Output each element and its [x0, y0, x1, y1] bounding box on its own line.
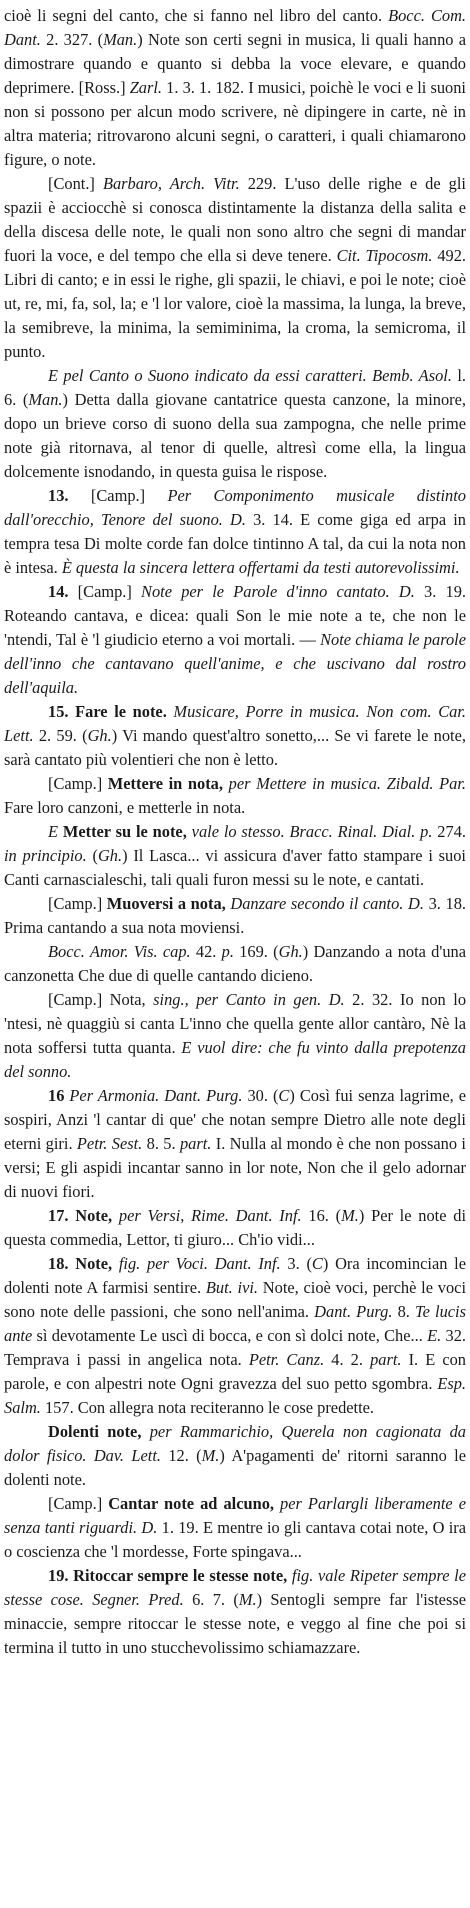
- entry-paragraph: 15. Fare le note. Musicare, Porre in musica. Non com. Car. Lett. 2. 59. (Gh.) Vi mando quest'altro sonetto,... Se vi farete le note, sarà cantato più volentieri che non è letto.: [4, 702, 466, 769]
- entry-paragraph: Dolenti note, per Rammarichio, Querela non cagionata da dolor fisico. Dav. Lett. 12. (M.) A'pagamenti de' ritorni saranno le dolenti note.: [4, 1422, 467, 1489]
- entry-paragraph: [Cont.] Barbaro, Arch. Vitr. 229. L'uso delle righe e de gli spazii è acciocchè si conosca distintamente la distanza della salita e della discesa delle note, le quali non sono altro che segni di mandar fuori la voce, e del tempo che ella si deve tenere. Cit. Tipocosm. 492. Libri di canto; e in essi le righe, gli spazii, le chiavi, e poi le note; cioè ut, re, mi, fa, sol, la; e 'l lor valore, cioè la massima, la lunga, la breve, la semibreve, la minima, la semiminima, la croma, la semicroma, il punto.: [4, 174, 466, 361]
- entry-paragraph: 13. [Camp.] Per Componimento musicale distinto dall'orecchio, Tenore del suono. D. 3. 14. E come giga ed arpa in tempra tesa Di molte corde fan dolce tintinno A tal, da cui la nota non è intesa. È questa la sincera lettera offertami da testi autorevolissimi.: [4, 486, 466, 577]
- entry-paragraph: Bocc. Amor. Vis. cap. 42. p. 169. (Gh.) Danzando a nota d'una canzonetta Che due di quelle cantando dicieno.: [4, 942, 466, 985]
- entry-paragraph: 17. Note, per Versi, Rime. Dant. Inf. 16. (M.) Per le note di questa commedia, Lettor, ti giuro... Ch'io vidi...: [4, 1206, 467, 1249]
- entry-paragraph: [Camp.] Nota, sing., per Canto in gen. D. 2. 32. Io non lo 'ntesi, nè quaggiù si canta L'inno che quella gente allor cantàro, Nè la nota soffersi tutta quanta. E vuol dire: che fu vinto dalla prepotenza del sonno.: [4, 990, 467, 1081]
- entry-paragraph: E pel Canto o Suono indicato da essi caratteri. Bemb. Asol. l. 6. (Man.) Detta dalla giovane cantatrice questa canzone, la minore, dopo un brieve corso di suono della sua zampogna, che nelle prime note già ritornava, al tenor di quelle, altresì come ella, la lingua dolcemente isnodando, in questa guisa le rispose.: [4, 366, 466, 481]
- entry-paragraph: [Camp.] Muoversi a nota, Danzare secondo il canto. D. 3. 18. Prima cantando a sua nota moviensi.: [4, 894, 466, 937]
- entry-paragraph: [Camp.] Cantar note ad alcuno, per Parlargli liberamente e senza tanti riguardi. D. 1. 19. E mentre io gli cantava cotai note, O ira o coscienza che 'l mordesse, Forte spingava...: [4, 1494, 467, 1561]
- entry-paragraph: [Camp.] Mettere in nota, per Mettere in musica. Zibald. Par. Fare loro canzoni, e metterle in nota.: [4, 774, 467, 817]
- entry-paragraph: E Metter su le note, vale lo stesso. Bracc. Rinal. Dial. p. 274. in principio. (Gh.) Il Lasca... vi assicura d'aver fatto stampare i suoi Canti carnascialeschi, tali quali furon messi su le note, e cantati.: [4, 822, 466, 889]
- entry-paragraph: cioè li segni del canto, che si fanno nel libro del canto. Bocc. Com. Dant. 2. 327. (Man.) Note son certi segni in musica, li quali hanno a dimostrare quando e quanto si debba la voce elevare, e quando deprimere. [Ross.] Zarl. 1. 3. 1. 182. I musici, poichè le voci e li suoni non si possono per alcun modo scrivere, nè dipingere in carte, nè in altra materia; ritrovarono alcuni segni, o caratteri, i quali chiamarono figure, o note.: [4, 6, 467, 169]
- entry-paragraph: 16 Per Armonia. Dant. Purg. 30. (C) Così fui senza lagrime, e sospiri, Anzi 'l cantar di que' che notan sempre Dietro alle note degli eterni giri. Petr. Sest. 8. 5. part. I. Nulla al mondo è che non possano i versi; E gli aspidi incantar sanno in lor note, Non che il gelo adornar di nuovi fiori.: [4, 1086, 466, 1201]
- entry-paragraph: 14. [Camp.] Note per le Parole d'inno cantato. D. 3. 19. Roteando cantava, e dicea: quali Son le mie note a te, che non le 'ntendi, Tal è 'l giudicio eterno a voi mortali. — Note chiama le parole dell'inno che cantavano quell'anime, e che uscivano dal rostro dell'aquila.: [4, 582, 466, 697]
- entry-paragraph: 19. Ritoccar sempre le stesse note, fig. vale Ripeter sempre le stesse cose. Segner. Pred. 6. 7. (M.) Sentogli sempre far l'istesse minaccie, sempre ritoccar le stesse note, e veggo al fine che poi si termina il tutto in uno stucchevolissimo schiamazzare.: [4, 1566, 466, 1657]
- entry-paragraph: 18. Note, fig. per Voci. Dant. Inf. 3. (C) Ora incomincian le dolenti note A farmisi sentire. But. ivi. Note, cioè voci, perchè le voci sono note delle passioni, che sono nell'anima. Dant. Purg. 8. Te lucis ante sì devotamente Le uscì di bocca, e con sì dolci note, Che... E. 32. Temprava i passi in angelica nota. Petr. Canz. 4. 2. part. I. E con parole, e con alpestri note Ogni gravezza del suo petto sgombra. Esp. Salm. 157. Con allegra nota reciteranno le cose predette.: [4, 1254, 466, 1417]
